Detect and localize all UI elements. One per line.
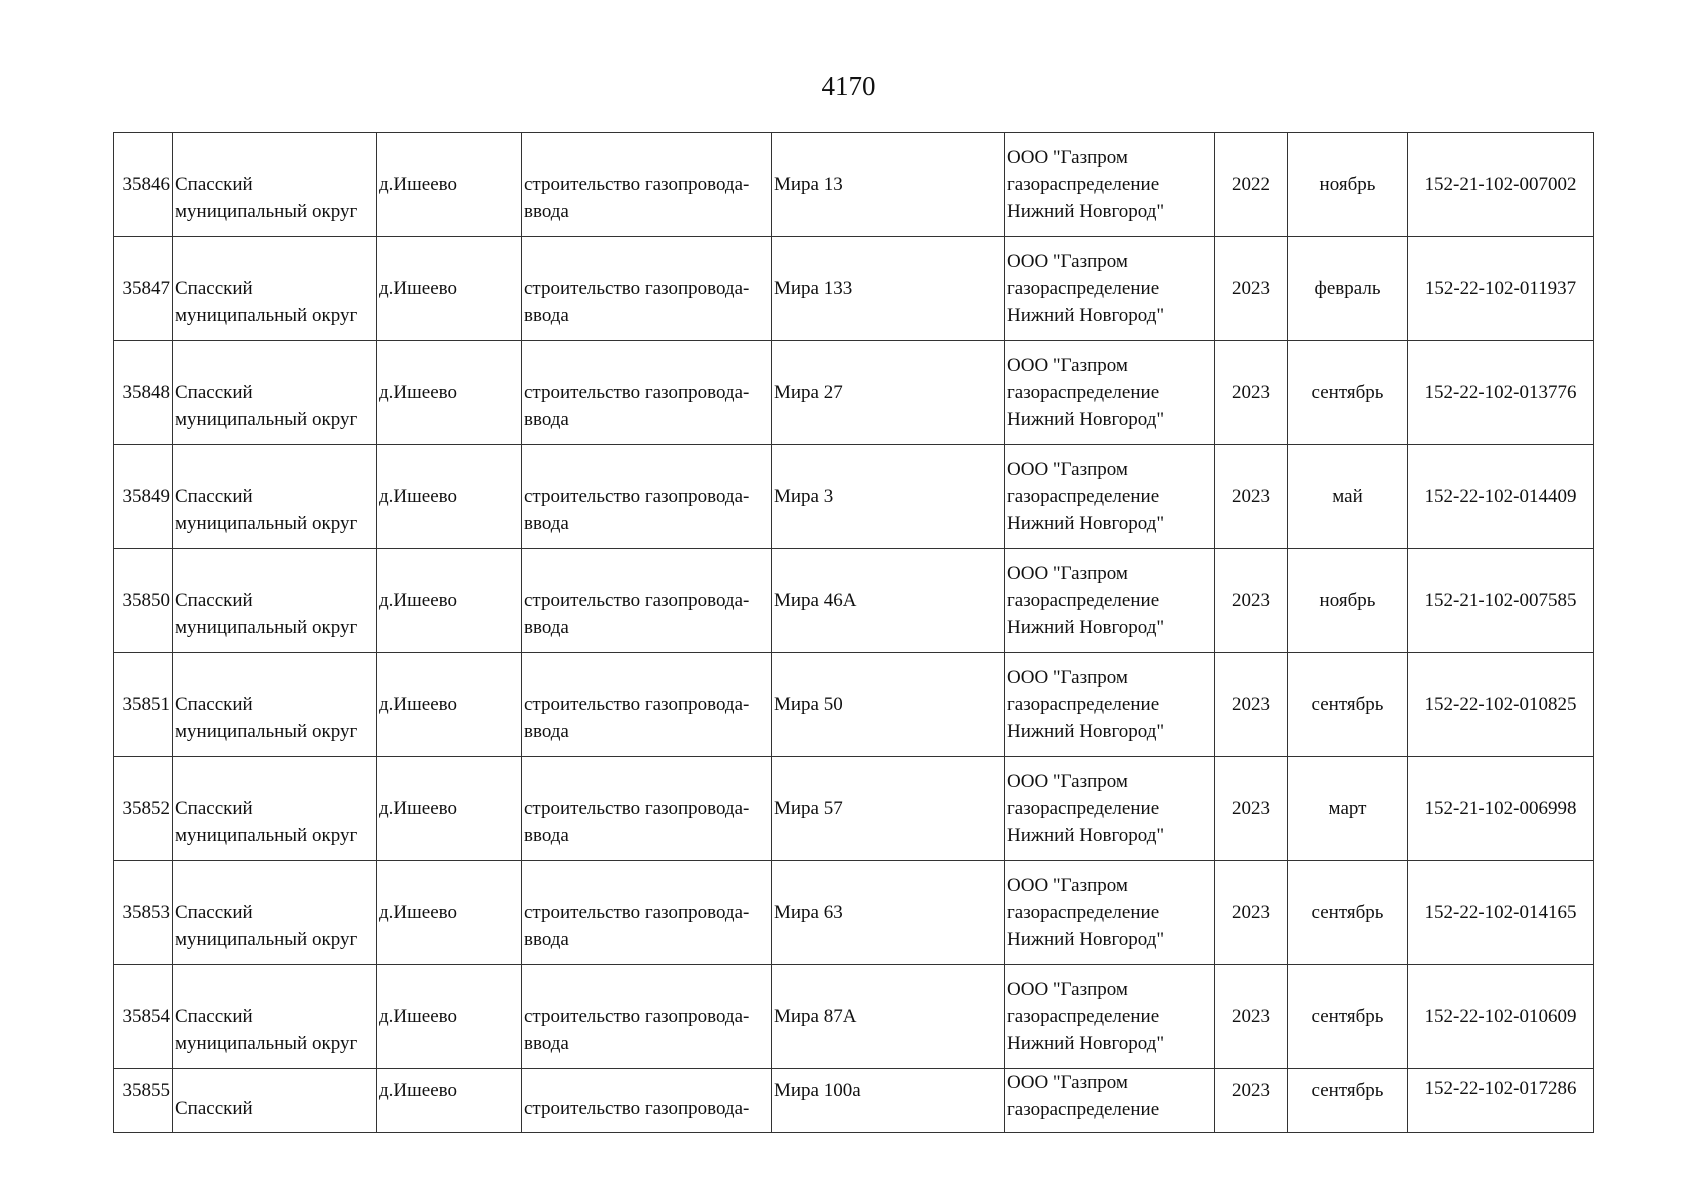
organization-cell [1005,653,1215,757]
settlement-cell: д.Ишеево [377,549,522,653]
work-type-line-1: строительство газопровода- [524,1005,750,1027]
year-cell: 2023 [1215,653,1288,757]
year-cell: 2023 [1215,237,1288,341]
table-row-partial [114,1069,1594,1133]
organization-line-1: ООО "Газпром [1007,875,1128,896]
work-type-line-2: ввода [524,928,569,950]
work-type-line-2: ввода [524,200,569,222]
work-type-line-2: ввода [524,1032,569,1054]
organization-line-1: ООО "Газпром [1007,563,1128,584]
organization-line-2: газораспределение [1007,1006,1160,1027]
work-type-line-1: строительство газопровода- [524,485,750,507]
organization-line-3: Нижний Новгород" [1007,929,1165,950]
organization-line-2: газораспределение [1007,902,1160,923]
municipality-line-2: муниципальный округ [175,408,358,430]
year-cell: 2023 [1215,341,1288,445]
table-row [114,237,1594,341]
municipality-line-1: Спасский [175,901,253,923]
month-cell: сентябрь [1288,341,1408,445]
organization-line-3: Нижний Новгород" [1007,201,1165,222]
work-type-cell [522,445,772,549]
work-type-line-1: строительство газопровода- [524,589,750,611]
month-cell: февраль [1288,237,1408,341]
organization-cell [1005,133,1215,237]
row-number: 35850 [114,549,173,653]
work-type-cell [522,341,772,445]
organization-line-2: газораспределение [1007,174,1160,195]
organization-line-1: ООО "Газпром [1007,1072,1128,1093]
year-cell: 2023 [1215,965,1288,1069]
work-type-line-2: ввода [524,512,569,534]
code-cell: 152-22-102-010609 [1408,965,1594,1069]
municipality-line-1: Спасский [175,277,253,299]
municipality-cell [173,445,377,549]
organization-line-2: газораспределение [1007,382,1160,403]
organization-line-3: Нижний Новгород" [1007,721,1165,742]
municipality-line-1: Спасский [175,381,253,403]
municipality-line-1: Спасский [175,485,253,507]
month-cell: сентябрь [1288,965,1408,1069]
address-cell: Мира 3 [772,445,1005,549]
work-type-line-1: строительство газопровода- [524,173,750,195]
code-cell: 152-22-102-013776 [1408,341,1594,445]
municipality-line-2: муниципальный округ [175,616,358,638]
work-type-cell [522,1069,772,1133]
organization-line-3: Нижний Новгород" [1007,1033,1165,1054]
row-number: 35851 [114,653,173,757]
municipality-line-1: Спасский [175,1005,253,1027]
municipality-cell [173,653,377,757]
year-cell: 2023 [1215,861,1288,965]
code-cell: 152-22-102-010825 [1408,653,1594,757]
work-type-cell [522,861,772,965]
work-type-line-2: ввода [524,408,569,430]
municipality-cell [173,757,377,861]
address-cell: Мира 27 [772,341,1005,445]
organization-line-2: газораспределение [1007,278,1160,299]
settlement-cell: д.Ишеево [377,133,522,237]
address-cell: Мира 57 [772,757,1005,861]
organization-cell [1005,341,1215,445]
organization-line-3: Нижний Новгород" [1007,617,1165,638]
organization-cell [1005,1069,1215,1133]
registry-table [113,132,1594,1133]
municipality-cell [173,237,377,341]
work-type-line-2: ввода [524,720,569,742]
municipality-cell [173,1069,377,1133]
municipality-line-2: муниципальный округ [175,200,358,222]
work-type-line-2: ввода [524,824,569,846]
month-cell: май [1288,445,1408,549]
table-row [114,445,1594,549]
municipality-line-1: Спасский [175,589,253,611]
work-type-cell [522,133,772,237]
municipality-cell [173,549,377,653]
year-cell: 2022 [1215,133,1288,237]
work-type-cell [522,965,772,1069]
address-cell: Мира 63 [772,861,1005,965]
work-type-line-1: строительство газопровода- [524,797,750,819]
year-cell: 2023 [1215,549,1288,653]
table-body [114,133,1594,1133]
organization-line-1: ООО "Газпром [1007,147,1128,168]
organization-line-1: ООО "Газпром [1007,979,1128,1000]
organization-cell [1005,757,1215,861]
settlement-cell: д.Ишеево [377,965,522,1069]
municipality-line-2: муниципальный округ [175,720,358,742]
organization-cell [1005,861,1215,965]
organization-line-2: газораспределение [1007,798,1160,819]
table-row [114,653,1594,757]
work-type-line-1: строительство газопровода- [524,901,750,923]
address-cell: Мира 100а [772,1069,1005,1133]
month-cell: сентябрь [1288,653,1408,757]
organization-line-1: ООО "Газпром [1007,251,1128,272]
row-number: 35855 [114,1069,173,1133]
month-cell: ноябрь [1288,133,1408,237]
municipality-line-1: Спасский [175,173,253,195]
work-type-cell [522,549,772,653]
organization-line-3: Нижний Новгород" [1007,825,1165,846]
municipality-line-2: муниципальный округ [175,1032,358,1054]
row-number: 35854 [114,965,173,1069]
row-number: 35847 [114,237,173,341]
municipality-line-1: Спасский [175,1098,253,1119]
address-cell: Мира 46А [772,549,1005,653]
page-number: 4170 [821,71,876,101]
municipality-line-2: муниципальный округ [175,824,358,846]
municipality-line-1: Спасский [175,797,253,819]
municipality-cell [173,861,377,965]
address-cell: Мира 133 [772,237,1005,341]
organization-line-2: газораспределение [1007,1099,1160,1120]
code-cell: 152-22-102-011937 [1408,237,1594,341]
organization-cell [1005,237,1215,341]
code-cell: 152-21-102-007002 [1408,133,1594,237]
organization-line-3: Нижний Новгород" [1007,409,1165,430]
organization-line-1: ООО "Газпром [1007,355,1128,376]
year-cell: 2023 [1215,1069,1288,1133]
code-cell: 152-22-102-014409 [1408,445,1594,549]
municipality-line-1: Спасский [175,693,253,715]
month-cell: ноябрь [1288,549,1408,653]
municipality-cell [173,133,377,237]
work-type-line-1: строительство газопровода- [524,277,750,299]
row-number: 35849 [114,445,173,549]
work-type-cell [522,757,772,861]
organization-line-3: Нижний Новгород" [1007,513,1165,534]
organization-line-2: газораспределение [1007,694,1160,715]
address-cell: Мира 50 [772,653,1005,757]
settlement-cell: д.Ишеево [377,341,522,445]
table-row [114,549,1594,653]
work-type-line-1: строительство газопровода- [524,1098,750,1119]
row-number: 35852 [114,757,173,861]
work-type-line-2: ввода [524,304,569,326]
organization-line-3: Нижний Новгород" [1007,305,1165,326]
organization-cell [1005,445,1215,549]
address-cell: Мира 13 [772,133,1005,237]
work-type-line-1: строительство газопровода- [524,381,750,403]
code-cell: 152-22-102-014165 [1408,861,1594,965]
work-type-line-2: ввода [524,616,569,638]
organization-line-2: газораспределение [1007,590,1160,611]
row-number: 35848 [114,341,173,445]
work-type-cell [522,237,772,341]
organization-line-1: ООО "Газпром [1007,667,1128,688]
month-cell: сентябрь [1288,861,1408,965]
settlement-cell: д.Ишеево [377,757,522,861]
organization-cell [1005,549,1215,653]
organization-line-2: газораспределение [1007,486,1160,507]
code-cell: 152-21-102-007585 [1408,549,1594,653]
settlement-cell: д.Ишеево [377,861,522,965]
table-row [114,757,1594,861]
settlement-cell: д.Ишеево [377,237,522,341]
work-type-line-1: строительство газопровода- [524,693,750,715]
year-cell: 2023 [1215,445,1288,549]
address-cell: Мира 87А [772,965,1005,1069]
municipality-line-2: муниципальный округ [175,304,358,326]
year-cell: 2023 [1215,757,1288,861]
municipality-line-2: муниципальный округ [175,928,358,950]
settlement-cell: д.Ишеево [377,653,522,757]
work-type-cell [522,653,772,757]
month-cell: март [1288,757,1408,861]
settlement-cell: д.Ишеево [377,1069,522,1133]
municipality-cell [173,341,377,445]
table-row [114,133,1594,237]
organization-line-1: ООО "Газпром [1007,771,1128,792]
row-number: 35853 [114,861,173,965]
table-row [114,861,1594,965]
month-cell: сентябрь [1288,1069,1408,1133]
code-cell: 152-22-102-017286 [1408,1069,1594,1133]
table-row [114,341,1594,445]
organization-cell [1005,965,1215,1069]
municipality-line-2: муниципальный округ [175,512,358,534]
code-cell: 152-21-102-006998 [1408,757,1594,861]
row-number: 35846 [114,133,173,237]
table-row [114,965,1594,1069]
settlement-cell: д.Ишеево [377,445,522,549]
municipality-cell [173,965,377,1069]
organization-line-1: ООО "Газпром [1007,459,1128,480]
